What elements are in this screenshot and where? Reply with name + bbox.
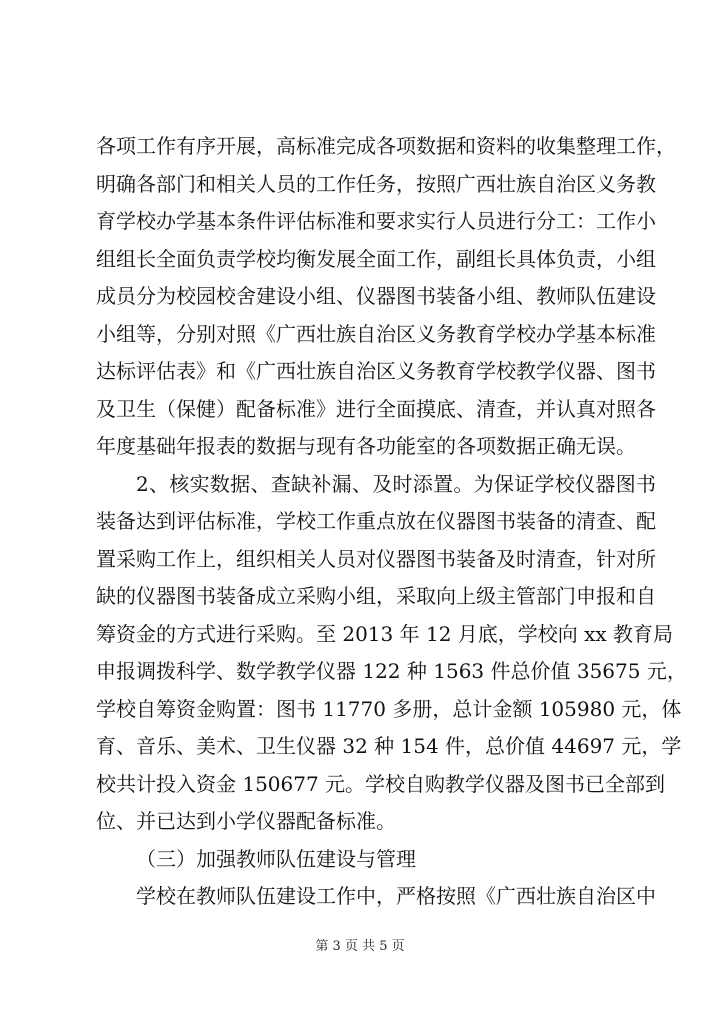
text-line: 筹资金的方式进行采购。至 2013 年 12 月底，学校向 xx 教育局 — [96, 621, 674, 646]
text-line: 校共计投入资金 150677 元。学校自购教学仪器及图书已全部到 — [96, 771, 666, 796]
text-line: 小组等，分别对照《广西壮族自治区义务教育学校办学基本标准 — [96, 321, 656, 346]
text-line: 组组长全面负责学校均衡发展全面工作，副组长具体负责，小组 — [96, 246, 656, 271]
paragraph-start-line: 2、核实数据、查缺补漏、及时添置。为保证学校仪器图书 — [136, 471, 656, 496]
page-footer: 第 3 页 共 5 页 — [315, 939, 405, 954]
text-line: 位、并已达到小学仪器配备标准。 — [96, 809, 396, 833]
text-line: 及卫生（保健）配备标准》进行全面摸底、清查，并认真对照各 — [96, 396, 656, 421]
text-line: 年度基础年报表的数据与现有各功能室的各项数据正确无误。 — [96, 434, 636, 458]
text-line: 学校自筹资金购置：图书 11770 多册，总计金额 105980 元，体 — [96, 696, 682, 721]
text-line: 育、音乐、美术、卫生仪器 32 种 154 件，总价值 44697 元，学 — [96, 734, 682, 758]
text-line: 缺的仪器图书装备成立采购小组，采取向上级主管部门申报和自 — [96, 584, 656, 608]
text-line: 育学校办学基本条件评估标准和要求实行人员进行分工：工作小 — [96, 209, 656, 233]
text-line: 装备达到评估标准，学校工作重点放在仪器图书装备的清查、配 — [96, 509, 656, 533]
text-line: 置采购工作上，组织相关人员对仪器图书装备及时清查，针对所 — [96, 546, 656, 571]
text-line: 达标评估表》和《广西壮族自治区义务教育学校教学仪器、图书 — [96, 359, 656, 383]
text-line: 申报调拨科学、数学教学仪器 122 种 1563 件总价值 35675 元， — [96, 659, 687, 683]
text-line: 各项工作有序开展，高标准完成各项数据和资料的收集整理工作， — [96, 134, 676, 158]
text-line: 明确各部门和相关人员的工作任务，按照广西壮族自治区义务教 — [96, 171, 656, 196]
paragraph-start-line: 学校在教师队伍建设工作中，严格按照《广西壮族自治区中 — [136, 884, 656, 908]
body-text — [96, 128, 687, 916]
section-heading: （三）加强教师队伍建设与管理 — [136, 846, 416, 871]
text-line: 成员分为校园校舍建设小组、仪器图书装备小组、教师队伍建设 — [96, 284, 656, 308]
